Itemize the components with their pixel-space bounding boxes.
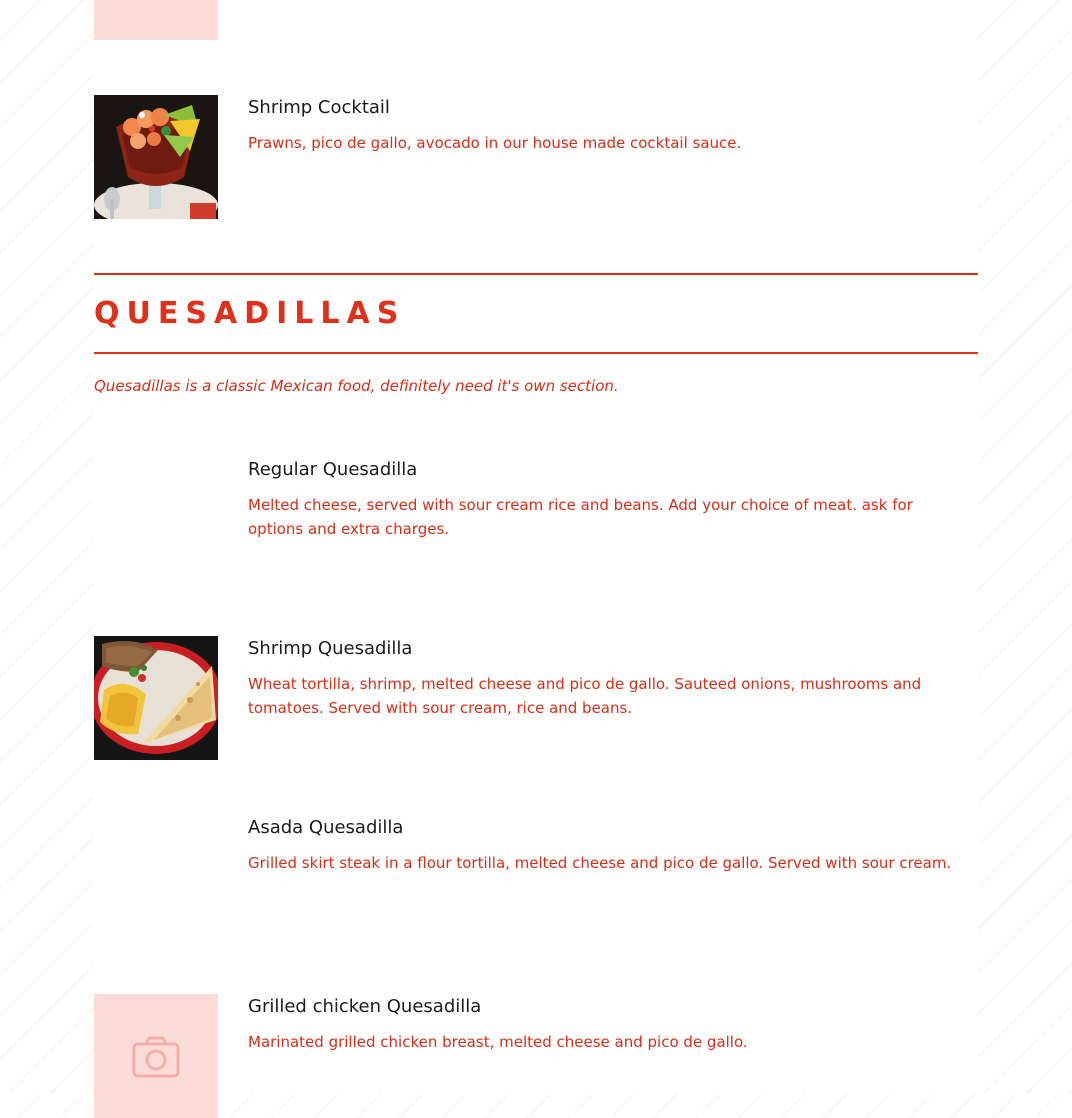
item-description: Prawns, pico de gallo, avocado in our house made cocktail sauce. [248,134,742,152]
item-title: Grilled chicken Quesadilla [248,996,482,1017]
item-description: Grilled skirt steak in a flour tortilla, melted cheese and pico de gallo. Served with sour cream. [248,854,952,872]
item-title: Asada Quesadilla [248,817,404,838]
image-placeholder [94,0,218,40]
item-description: Wheat tortilla, shrimp, melted cheese and pico de gallo. Sauteed onions, mushrooms and tomatoes. Served with sour cream, rice and beans. [248,675,922,717]
item-description: Melted cheese, served with sour cream rice and beans. Add your choice of meat. ask for options and extra charges. [248,496,913,538]
shrimp-quesadilla-photo[interactable] [94,636,218,760]
section-title: QUESADILLAS [94,296,406,331]
image-placeholder[interactable] [94,994,218,1118]
section-description: Quesadillas is a classic Mexican food, definitely need it's own section. [94,377,619,395]
camera-icon [94,994,218,1094]
item-description: Marinated grilled chicken breast, melted cheese and pico de gallo. [248,1033,748,1051]
item-title: Shrimp Cocktail [248,97,390,118]
section-divider-top [94,273,978,275]
shrimp-cocktail-photo[interactable] [94,95,218,219]
item-title: Shrimp Quesadilla [248,638,413,659]
section-divider-bottom [94,352,978,354]
item-title: Regular Quesadilla [248,459,418,480]
menu-content [94,0,978,1094]
